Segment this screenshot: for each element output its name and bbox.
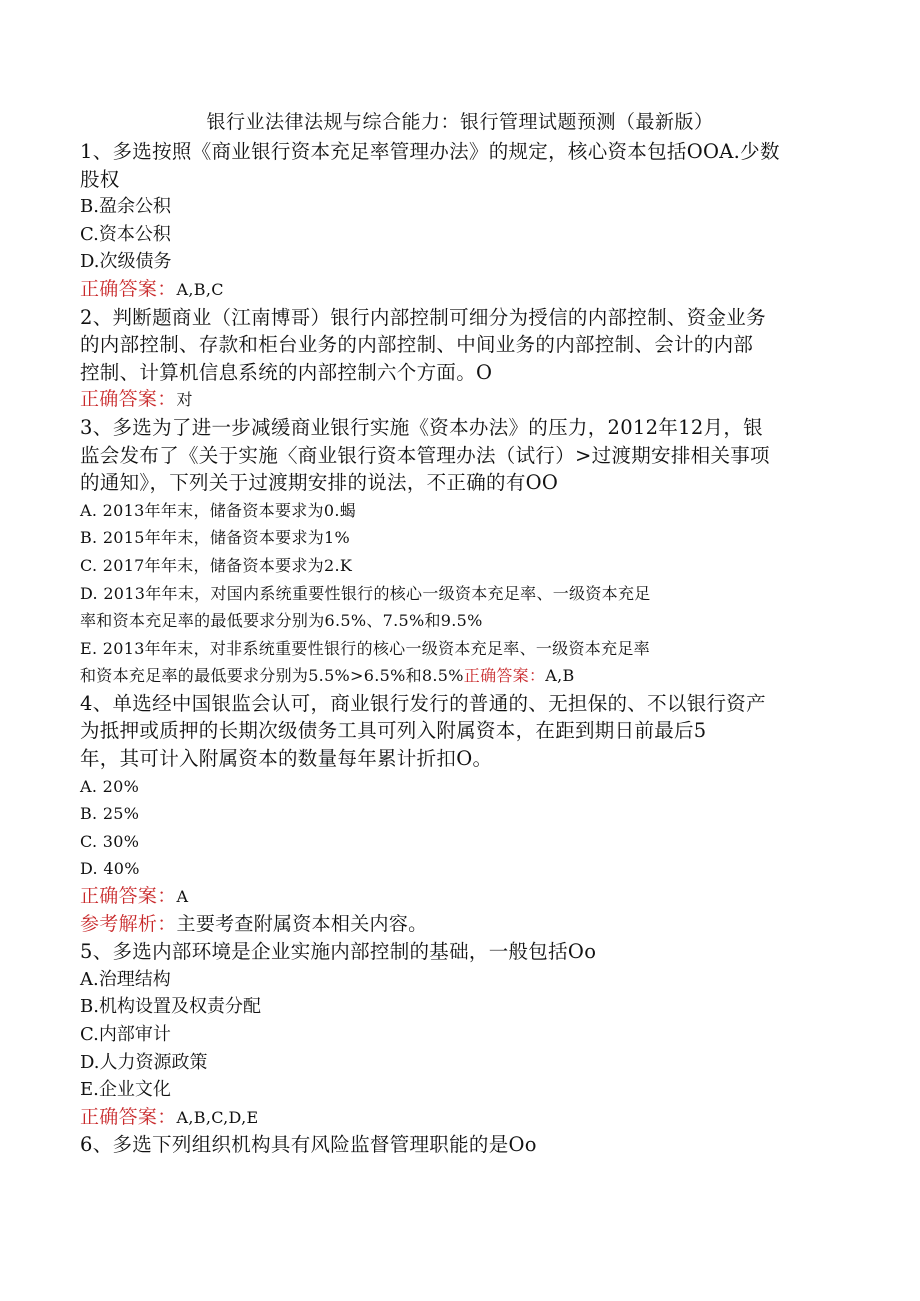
question-text: 2、判断题商业（江南博哥）银行内部控制可细分为授信的内部控制、资金业务 xyxy=(80,305,766,329)
option: A. 2013年年末，储备资本要求为0.蝎 xyxy=(80,500,357,520)
answer-label: 正确答案： xyxy=(80,277,177,300)
answer-value: A,B,C xyxy=(176,279,224,299)
question-4 xyxy=(80,690,840,938)
answer-value: A,B xyxy=(545,666,575,686)
question-text: 控制、计算机信息系统的内部控制六个方面。O xyxy=(80,360,493,384)
option: E. 2013年年末，对非系统重要性银行的核心一级资本充足率、一级资本充足率 xyxy=(80,638,650,658)
answer-line xyxy=(80,1104,840,1132)
question-text: 1、多选按照《商业银行资本充足率管理办法》的规定，核心资本包括OOA.少数 xyxy=(80,140,780,163)
question-text: 股权 xyxy=(80,167,120,191)
answer-label: 正确答案： xyxy=(80,388,177,411)
answer-line xyxy=(80,386,840,414)
option: D. 40% xyxy=(80,859,140,879)
question-text: 5、多选内部环境是企业实施内部控制的基础，一般包括Oo xyxy=(80,940,597,964)
answer-line xyxy=(80,276,840,304)
answer-label: 正确答案： xyxy=(80,885,177,908)
option: E.企业文化 xyxy=(80,1079,171,1101)
question-3 xyxy=(80,414,840,690)
option: D.人力资源政策 xyxy=(80,1051,208,1073)
question-text: 6、多选下列组织机构具有风险监督管理职能的是Oo xyxy=(80,1133,537,1157)
answer-label: 正确答案： xyxy=(80,1105,177,1128)
option-with-answer xyxy=(80,662,840,690)
question-text: 监会发布了《关于实施〈商业银行资本管理办法（试行）>过渡期安排相关事项 xyxy=(80,443,770,467)
option: 和资本充足率的最低要求分别为5.5%>6.5%和8.5% xyxy=(80,666,464,686)
question-text: 4、单选经中国银监会认可，商业银行发行的普通的、无担保的、不以银行资产 xyxy=(80,691,766,715)
answer-label: 正确答案： xyxy=(463,666,546,686)
question-text: 为抵押或质押的长期次级债务工具可列入附属资本，在距到期日前最后5 xyxy=(80,719,707,743)
question-text: 的通知》，下列关于过渡期安排的说法，不正确的有OO xyxy=(80,471,559,495)
analysis-text: 主要考查附属资本相关内容。 xyxy=(176,912,428,935)
option: C. 2017年年末，储备资本要求为2.K xyxy=(80,555,353,575)
option: B.盈余公积 xyxy=(80,196,171,218)
analysis-label: 参考解析： xyxy=(80,912,177,935)
analysis-line xyxy=(80,911,840,939)
option: D. 2013年年末，对国内系统重要性银行的核心一级资本充足率、一级资本充足 xyxy=(80,583,651,603)
question-5 xyxy=(80,938,840,1131)
option: B. 2015年年末，储备资本要求为1% xyxy=(80,528,351,548)
question-text: 的内部控制、存款和柜台业务的内部控制、中间业务的内部控制、会计的内部 xyxy=(80,333,754,357)
option: B.机构设置及权责分配 xyxy=(80,996,261,1018)
option: C.资本公积 xyxy=(80,223,171,245)
option: A.治理结构 xyxy=(80,968,171,990)
option: C.内部审计 xyxy=(80,1024,171,1045)
option: D.次级债务 xyxy=(80,251,172,273)
option: C. 30% xyxy=(80,831,140,851)
answer-line xyxy=(80,883,840,911)
option: A. 20% xyxy=(80,776,140,796)
answer-value: 对 xyxy=(176,390,193,410)
question-text: 年，其可计入附属资本的数量每年累计折扣O。 xyxy=(80,747,493,771)
question-list xyxy=(80,138,840,1159)
question-text: 3、多选为了进一步减缓商业银行实施《资本办法》的压力，2012年12月，银 xyxy=(80,415,763,439)
answer-value: A,B,C,D,E xyxy=(176,1107,259,1127)
question-1 xyxy=(80,138,840,304)
answer-value: A xyxy=(176,887,189,907)
question-6 xyxy=(80,1131,840,1159)
question-2 xyxy=(80,304,840,414)
document-title: 银行业法律法规与综合能力：银行管理试题预测（最新版） xyxy=(206,111,714,133)
option: 率和资本充足率的最低要求分别为6.5%、7.5%和9.5% xyxy=(80,611,483,631)
option: B. 25% xyxy=(80,804,140,824)
